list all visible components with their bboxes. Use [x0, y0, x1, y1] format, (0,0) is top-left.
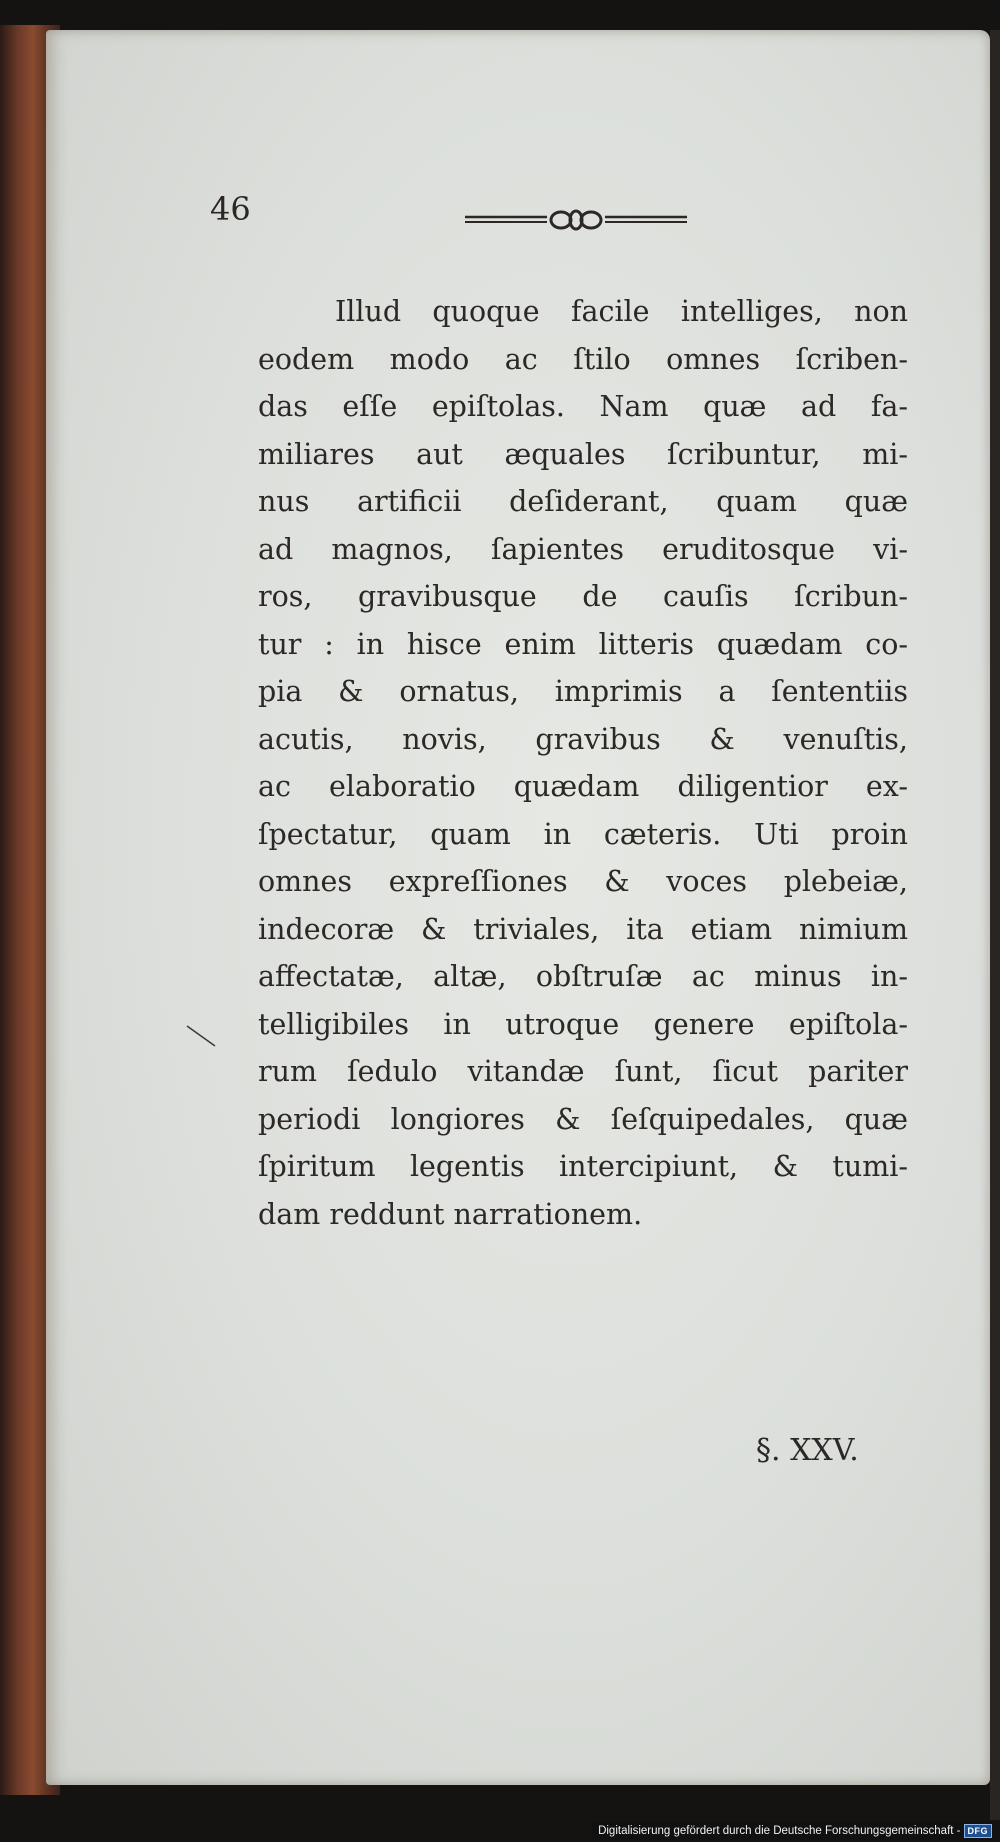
- text-line: periodi longiores & ſeſquipedales, quæ: [258, 1102, 908, 1136]
- text-line: miliares aut æquales ſcribuntur, mi-: [258, 437, 908, 471]
- text-line: pia & ornatus, imprimis a ſententiis: [258, 675, 908, 708]
- text-line: affectatæ, altæ, obſtruſæ ac minus in-: [258, 960, 908, 993]
- text-line: Illud quoque facile intelliges, non: [335, 295, 908, 328]
- text-line: telligibiles in utroque genere epiſtola-: [258, 1007, 908, 1041]
- text-line: omnes expreſſiones & voces plebeiæ,: [258, 865, 908, 898]
- page-number: 46: [210, 190, 251, 228]
- catchword: §. XXV.: [756, 1433, 859, 1468]
- text-line: eodem modo ac ſtilo omnes ſcriben-: [258, 342, 908, 376]
- text-line: rum ſedulo vitandæ ſunt, ſicut pariter: [258, 1055, 908, 1088]
- text-line: ac elaboratio quædam diligentior ex-: [258, 770, 908, 803]
- text-line: das eſſe epiſtolas. Nam quæ ad fa-: [258, 390, 908, 423]
- text-line: nus artificii deſiderant, quam quæ: [258, 485, 908, 518]
- body-paragraph: [258, 288, 908, 1238]
- page-right-edge: [990, 30, 1000, 1820]
- credit-text: Digitalisierung gefördert durch die Deutsche Forschungsgemeinschaft -: [598, 1825, 961, 1837]
- text-line: ſpiritum legentis intercipiunt, & tumi-: [258, 1150, 908, 1183]
- text-line: ſpectatur, quam in cæteris. Uti proin: [258, 817, 908, 851]
- pencil-margin-mark-icon: [185, 1022, 221, 1050]
- text-line: ros, gravibusque de cauſis ſcribun-: [258, 580, 908, 613]
- digitization-credit: [592, 1822, 992, 1840]
- text-line: dam reddunt narrationem.: [258, 1197, 643, 1231]
- text-line: ad magnos, ſapientes eruditosque vi-: [258, 532, 908, 566]
- text-line: indecoræ & triviales, ita etiam nimium: [258, 912, 908, 946]
- dfg-logo: DFG: [964, 1824, 993, 1838]
- text-line: tur : in hisce enim litteris quædam co-: [258, 627, 908, 661]
- ornamental-rule-icon: [465, 208, 687, 232]
- text-line: acutis, novis, gravibus & venuſtis,: [258, 722, 908, 756]
